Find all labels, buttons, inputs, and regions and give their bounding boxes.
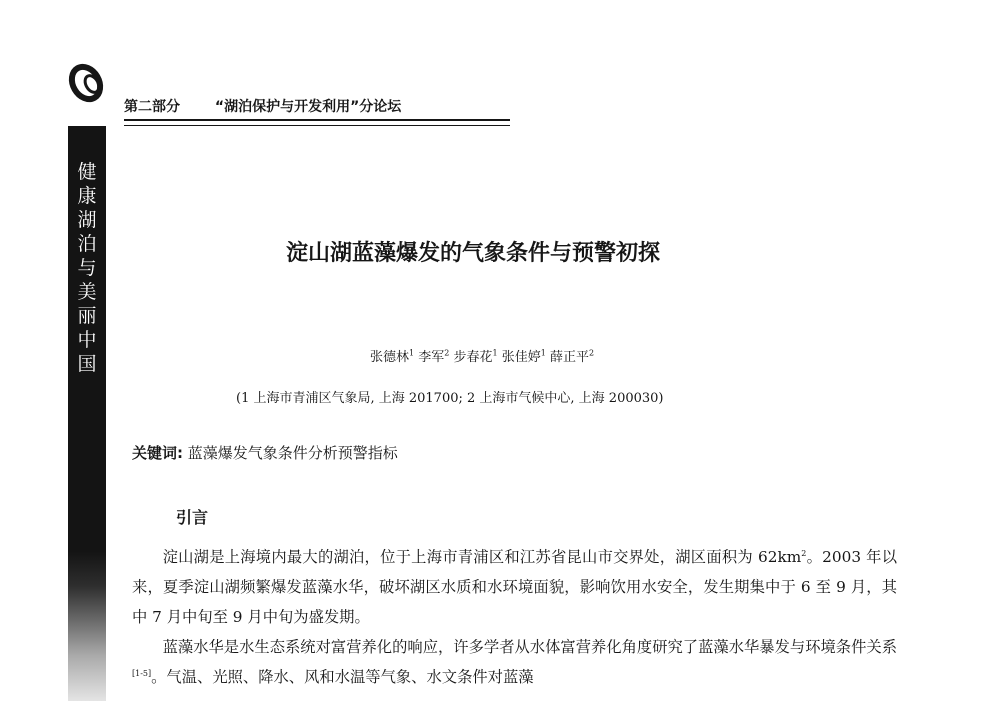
header-rule-thin (124, 125, 510, 126)
author-affiliation-mark: 2 (444, 348, 450, 358)
author-name: 张德林 (370, 350, 410, 365)
superscript: 2 (801, 548, 807, 558)
body-text (132, 542, 897, 692)
paragraph-text: 。2003 年以来，夏季淀山湖频繁爆发蓝藻水华，破坏湖区水质和水环境面貌，影响饮用水安全，发生期集中于 6 至 9 月，其中 7 月中旬至 9 月中旬为盛发期。 (132, 548, 897, 626)
side-title-bar (68, 126, 106, 701)
author-affiliation-mark: 1 (409, 348, 415, 358)
paragraph-text: 蓝藻水华是水生态系统对富营养化的响应，许多学者从水体富营养化角度研究了蓝藻水华暴发与环境条件关系 (162, 638, 897, 656)
side-title (68, 160, 106, 376)
running-header (124, 96, 401, 116)
author-affiliation-mark: 2 (589, 348, 595, 358)
author-name: 李军 (418, 350, 445, 365)
header-part: 第二部分 (124, 99, 180, 115)
author-affiliation-mark: 1 (540, 348, 546, 358)
header-rule-thick (124, 119, 510, 121)
paper-title: 淀山湖蓝藻爆发的气象条件与预警初探 (286, 240, 661, 266)
paragraph (132, 632, 897, 692)
side-title-char: 中 (77, 329, 97, 351)
section-heading: 引言 (176, 508, 209, 527)
paragraph-text: 。气温、光照、降水、风和水温等气象、水文条件对蓝藻 (151, 668, 534, 686)
author-affiliation-mark: 1 (492, 348, 498, 358)
citation: [1-5] (132, 668, 152, 678)
author-list (370, 346, 594, 365)
header-forum: “湖泊保护与开发利用”分论坛 (214, 99, 402, 115)
paragraph (132, 542, 897, 632)
keywords-value: 蓝藻爆发气象条件分析预警指标 (187, 444, 398, 462)
author-name: 薛正平 (550, 350, 590, 365)
side-title-char: 丽 (77, 305, 97, 327)
paragraph-text: 淀山湖是上海境内最大的湖泊，位于上海市青浦区和江苏省昆山市交界处，湖区面积为 62km (162, 548, 802, 566)
side-title-char: 湖 (77, 209, 97, 231)
side-title-char: 健 (77, 161, 97, 183)
page-number (64, 58, 114, 108)
author-name: 张佳婷 (501, 350, 541, 365)
keywords-label: 关键词: (132, 444, 183, 462)
author-name: 步春花 (453, 350, 493, 365)
keywords (132, 442, 398, 463)
side-title-char: 泊 (77, 233, 97, 255)
affiliation: (1 上海市青浦区气象局, 上海 201700; 2 上海市气候中心, 上海 200030) (236, 391, 664, 406)
side-title-char: 国 (77, 353, 97, 375)
side-title-char: 美 (77, 281, 97, 303)
side-title-char: 康 (77, 185, 97, 207)
side-title-char: 与 (77, 257, 97, 279)
